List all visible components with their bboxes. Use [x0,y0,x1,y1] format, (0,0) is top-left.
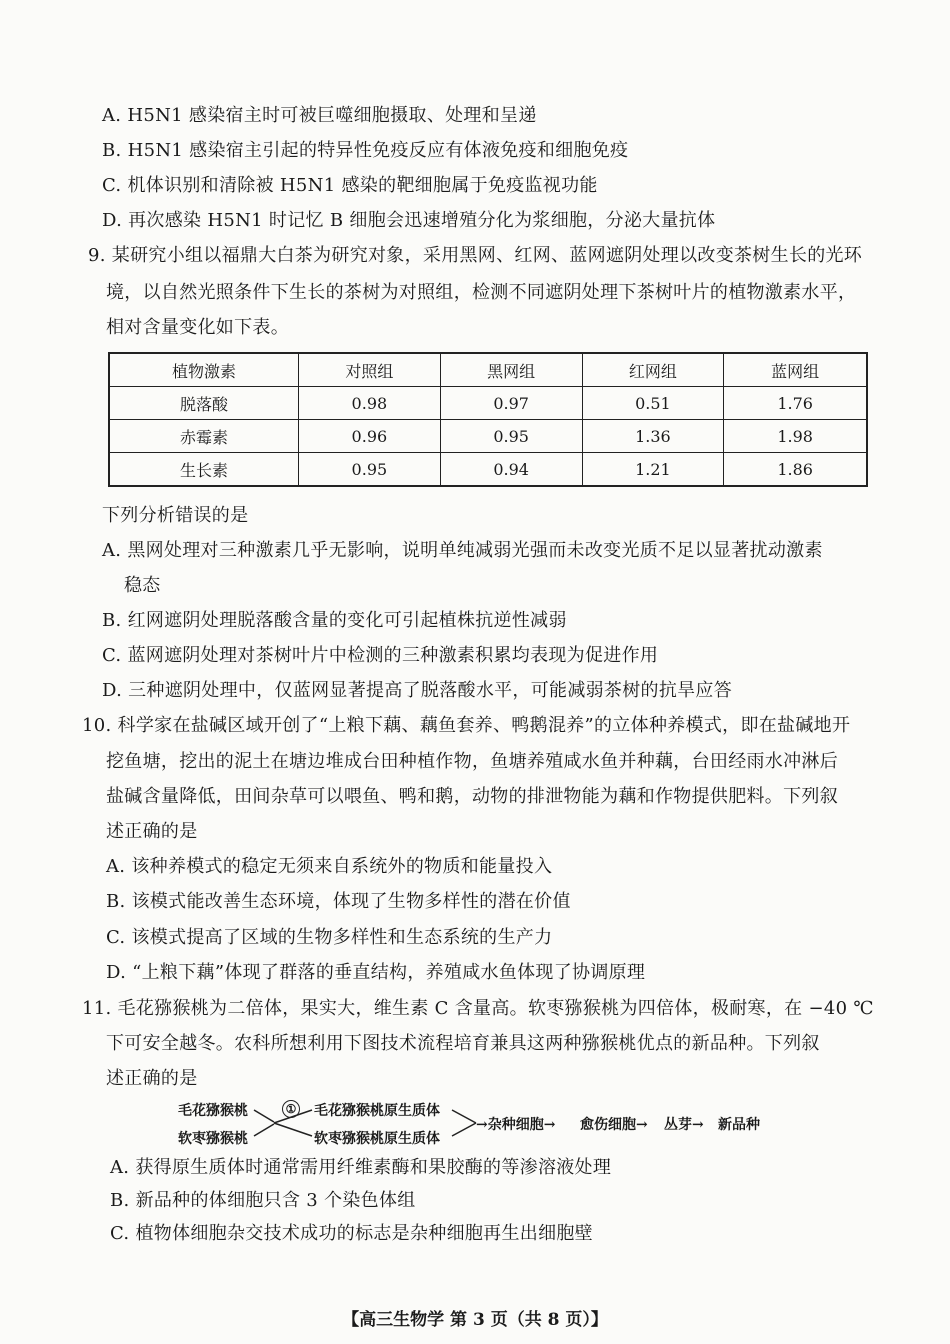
table-cell: 1.36 [582,420,724,453]
q9-option-a-line-2: 稳态 [124,575,161,596]
flow-shoot: 丛芽→ [664,1117,704,1133]
q9-stem-line-1: 9. 某研究小组以福鼎大白茶为研究对象，采用黑网、红网、蓝网遮阴处理以改变茶树生长的光环 [88,245,863,266]
q11-option-c: C. 植物体细胞杂交技术成功的标志是杂种细胞再生出细胞壁 [110,1223,593,1244]
q10-option-d: D. “上粮下藕”体现了群落的垂直结构，养殖咸水鱼体现了协调原理 [106,962,646,983]
q10-stem-line-3: 盐碱含量降低，田间杂草可以喂鱼、鸭和鹅，动物的排泄物能为藕和作物提供肥料。下列叙 [106,786,838,807]
q9-stem-line-2: 境，以自然光照条件下生长的茶树为对照组，检测不同遮阴处理下茶树叶片的植物激素水平， [106,282,857,303]
q10-option-a: A. 该种养模式的稳定无须来自系统外的物质和能量投入 [106,856,553,877]
q9-option-a-line-1: A. 黑网处理对三种激素几乎无影响，说明单纯减弱光强而未改变光质不足以显著扰动激素 [102,540,823,561]
table-cell: 赤霉素 [109,420,298,453]
q8-option-c: C. 机体识别和清除被 H5N1 感染的靶细胞属于免疫监视功能 [102,175,598,196]
table-cell: 1.86 [724,453,867,487]
table-row [109,420,867,453]
q9-option-d: D. 三种遮阴处理中，仅蓝网显著提高了脱落酸水平，可能减弱茶树的抗旱应答 [102,680,733,701]
table-cell: 0.95 [440,420,582,453]
q11-stem-line-1: 11. 毛花猕猴桃为二倍体，果实大，维生素 C 含量高。软枣猕猴桃为四倍体，极耐寒，在 −40 ℃ [82,998,874,1019]
table-row [109,453,867,487]
q11-option-a: A. 获得原生质体时通常需用纤维素酶和果胶酶的等渗溶液处理 [110,1157,612,1178]
table-header: 红网组 [582,353,724,387]
flow-hybrid-cell: →杂种细胞→ [476,1117,556,1133]
q11-stem-line-3: 述正确的是 [106,1068,198,1089]
table-header: 植物激素 [109,353,298,387]
table-cell: 1.76 [724,387,867,420]
table-cell: 1.21 [582,453,724,487]
table-cell: 脱落酸 [109,387,298,420]
q10-option-c: C. 该模式提高了区域的生物多样性和生态系统的生产力 [106,927,553,948]
table-header: 黑网组 [440,353,582,387]
q8-option-b: B. H5N1 感染宿主引起的特异性免疫反应有体液免疫和细胞免疫 [102,140,629,161]
table-cell: 0.97 [440,387,582,420]
table-cell: 0.94 [440,453,582,487]
page-footer: 【高三生物学 第 3 页（共 8 页）】 [342,1310,608,1330]
hormone-table [108,352,868,487]
q8-option-a: A. H5N1 感染宿主时可被巨噬细胞摄取、处理和呈递 [102,105,537,126]
q8-option-d: D. 再次感染 H5N1 时记忆 B 细胞会迅速增殖分化为浆细胞，分泌大量抗体 [102,210,716,231]
table-cell: 0.95 [298,453,440,487]
q11-stem-line-2: 下可安全越冬。农科所想利用下图技术流程培育兼具这两种猕猴桃优点的新品种。下列叙 [106,1033,820,1054]
flow-parent-1: 毛花猕猴桃 [178,1103,248,1119]
q9-prompt: 下列分析错误的是 [102,505,249,526]
q9-option-c: C. 蓝网遮阴处理对茶树叶片中检测的三种激素积累均表现为促进作用 [102,645,659,666]
table-cell: 生长素 [109,453,298,487]
flow-protoplast-1: 毛花猕猴桃原生质体 [314,1103,440,1119]
flow-step-1: ① [282,1100,300,1118]
table-header-row [109,353,867,387]
q10-stem-line-4: 述正确的是 [106,821,198,842]
flow-callus: 愈伤细胞→ [580,1117,648,1133]
q9-stem-line-3: 相对含量变化如下表。 [106,317,289,338]
q11-option-b: B. 新品种的体细胞只含 3 个染色体组 [110,1190,416,1211]
flow-new-variety: 新品种 [718,1117,760,1133]
table-cell: 1.98 [724,420,867,453]
table-cell: 0.98 [298,387,440,420]
q9-option-b: B. 红网遮阴处理脱落酸含量的变化可引起植株抗逆性减弱 [102,610,567,631]
q10-option-b: B. 该模式能改善生态环境，体现了生物多样性的潜在价值 [106,891,571,912]
table-cell: 0.96 [298,420,440,453]
flow-protoplast-2: 软枣猕猴桃原生质体 [314,1131,440,1147]
table-cell: 0.51 [582,387,724,420]
table-header: 蓝网组 [724,353,867,387]
q10-stem-line-1: 10. 科学家在盐碱区域开创了“上粮下藕、藕鱼套养、鸭鹅混养”的立体种养模式，即在盐碱地开 [82,715,851,736]
flow-parent-2: 软枣猕猴桃 [178,1131,248,1147]
table-header: 对照组 [298,353,440,387]
table-row [109,387,867,420]
breeding-flow-diagram [178,1098,778,1148]
q10-stem-line-2: 挖鱼塘，挖出的泥土在塘边堆成台田种植作物，鱼塘养殖咸水鱼并种藕，台田经雨水冲淋后 [106,751,838,772]
